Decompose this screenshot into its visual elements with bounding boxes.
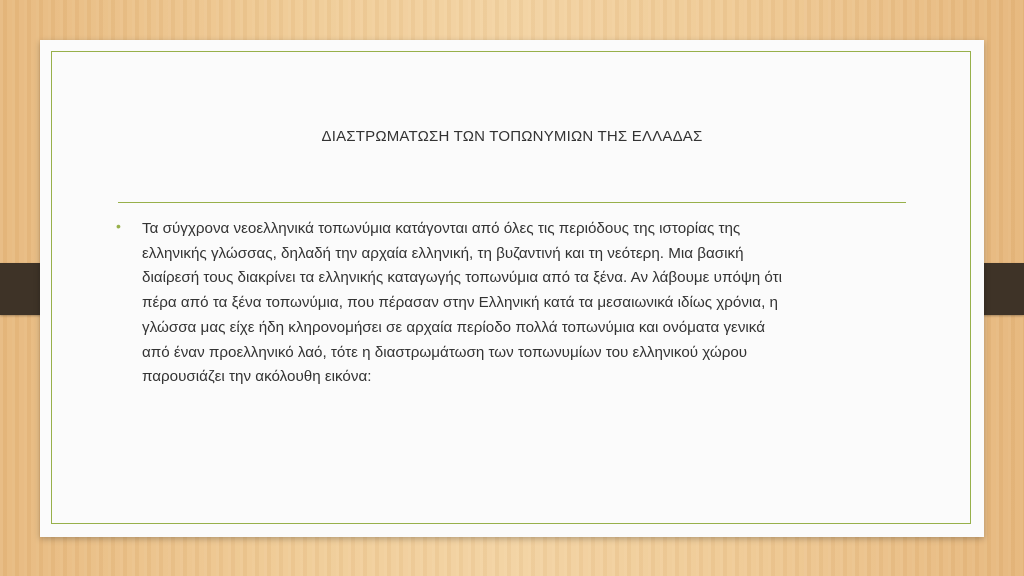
slide-card [40,40,984,537]
body-line: Τα σύγχρονα νεοελληνικά τοπωνύμια κατάγονται από όλες τις περιόδους της ιστορίας της [142,220,741,237]
body-line: ελληνικής γλώσσας, δηλαδή την αρχαία ελληνική, τη βυζαντινή και τη νεότερη. Μια βασική [142,244,744,262]
body-paragraph [142,217,912,390]
body-line: από έναν προελληνικό λαό, τότε η διαστρωμάτωση των τοπωνυμίων του ελληνικού χώρου [142,343,748,361]
title-divider [118,202,906,203]
body-line: διαίρεσή τους διακρίνει τα ελληνικής καταγωγής τοπωνύμια από τα ξένα. Αν λάβουμε υπόψη ότι [142,269,782,287]
slide-title: ΔΙΑΣΤΡΩΜΑΤΩΣΗ ΤΩΝ ΤΟΠΩΝΥΜΙΩΝ ΤΗΣ ΕΛΛΑΔΑΣ [321,128,703,145]
body-line: παρουσιάζει την ακόλουθη εικόνα: [142,368,372,386]
body-line: πέρα από τα ξένα τοπωνύμια, που πέρασαν στην Ελληνική κατά τα μεσαιωνικά ιδίως χρόνια, η [142,294,778,312]
body-line: γλώσσα μας είχε ήδη κληρονομήσει σε αρχαία περίοδο πολλά τοπωνύμια και ονόματα γενικά [142,318,765,336]
bullet-icon: • [116,218,121,234]
